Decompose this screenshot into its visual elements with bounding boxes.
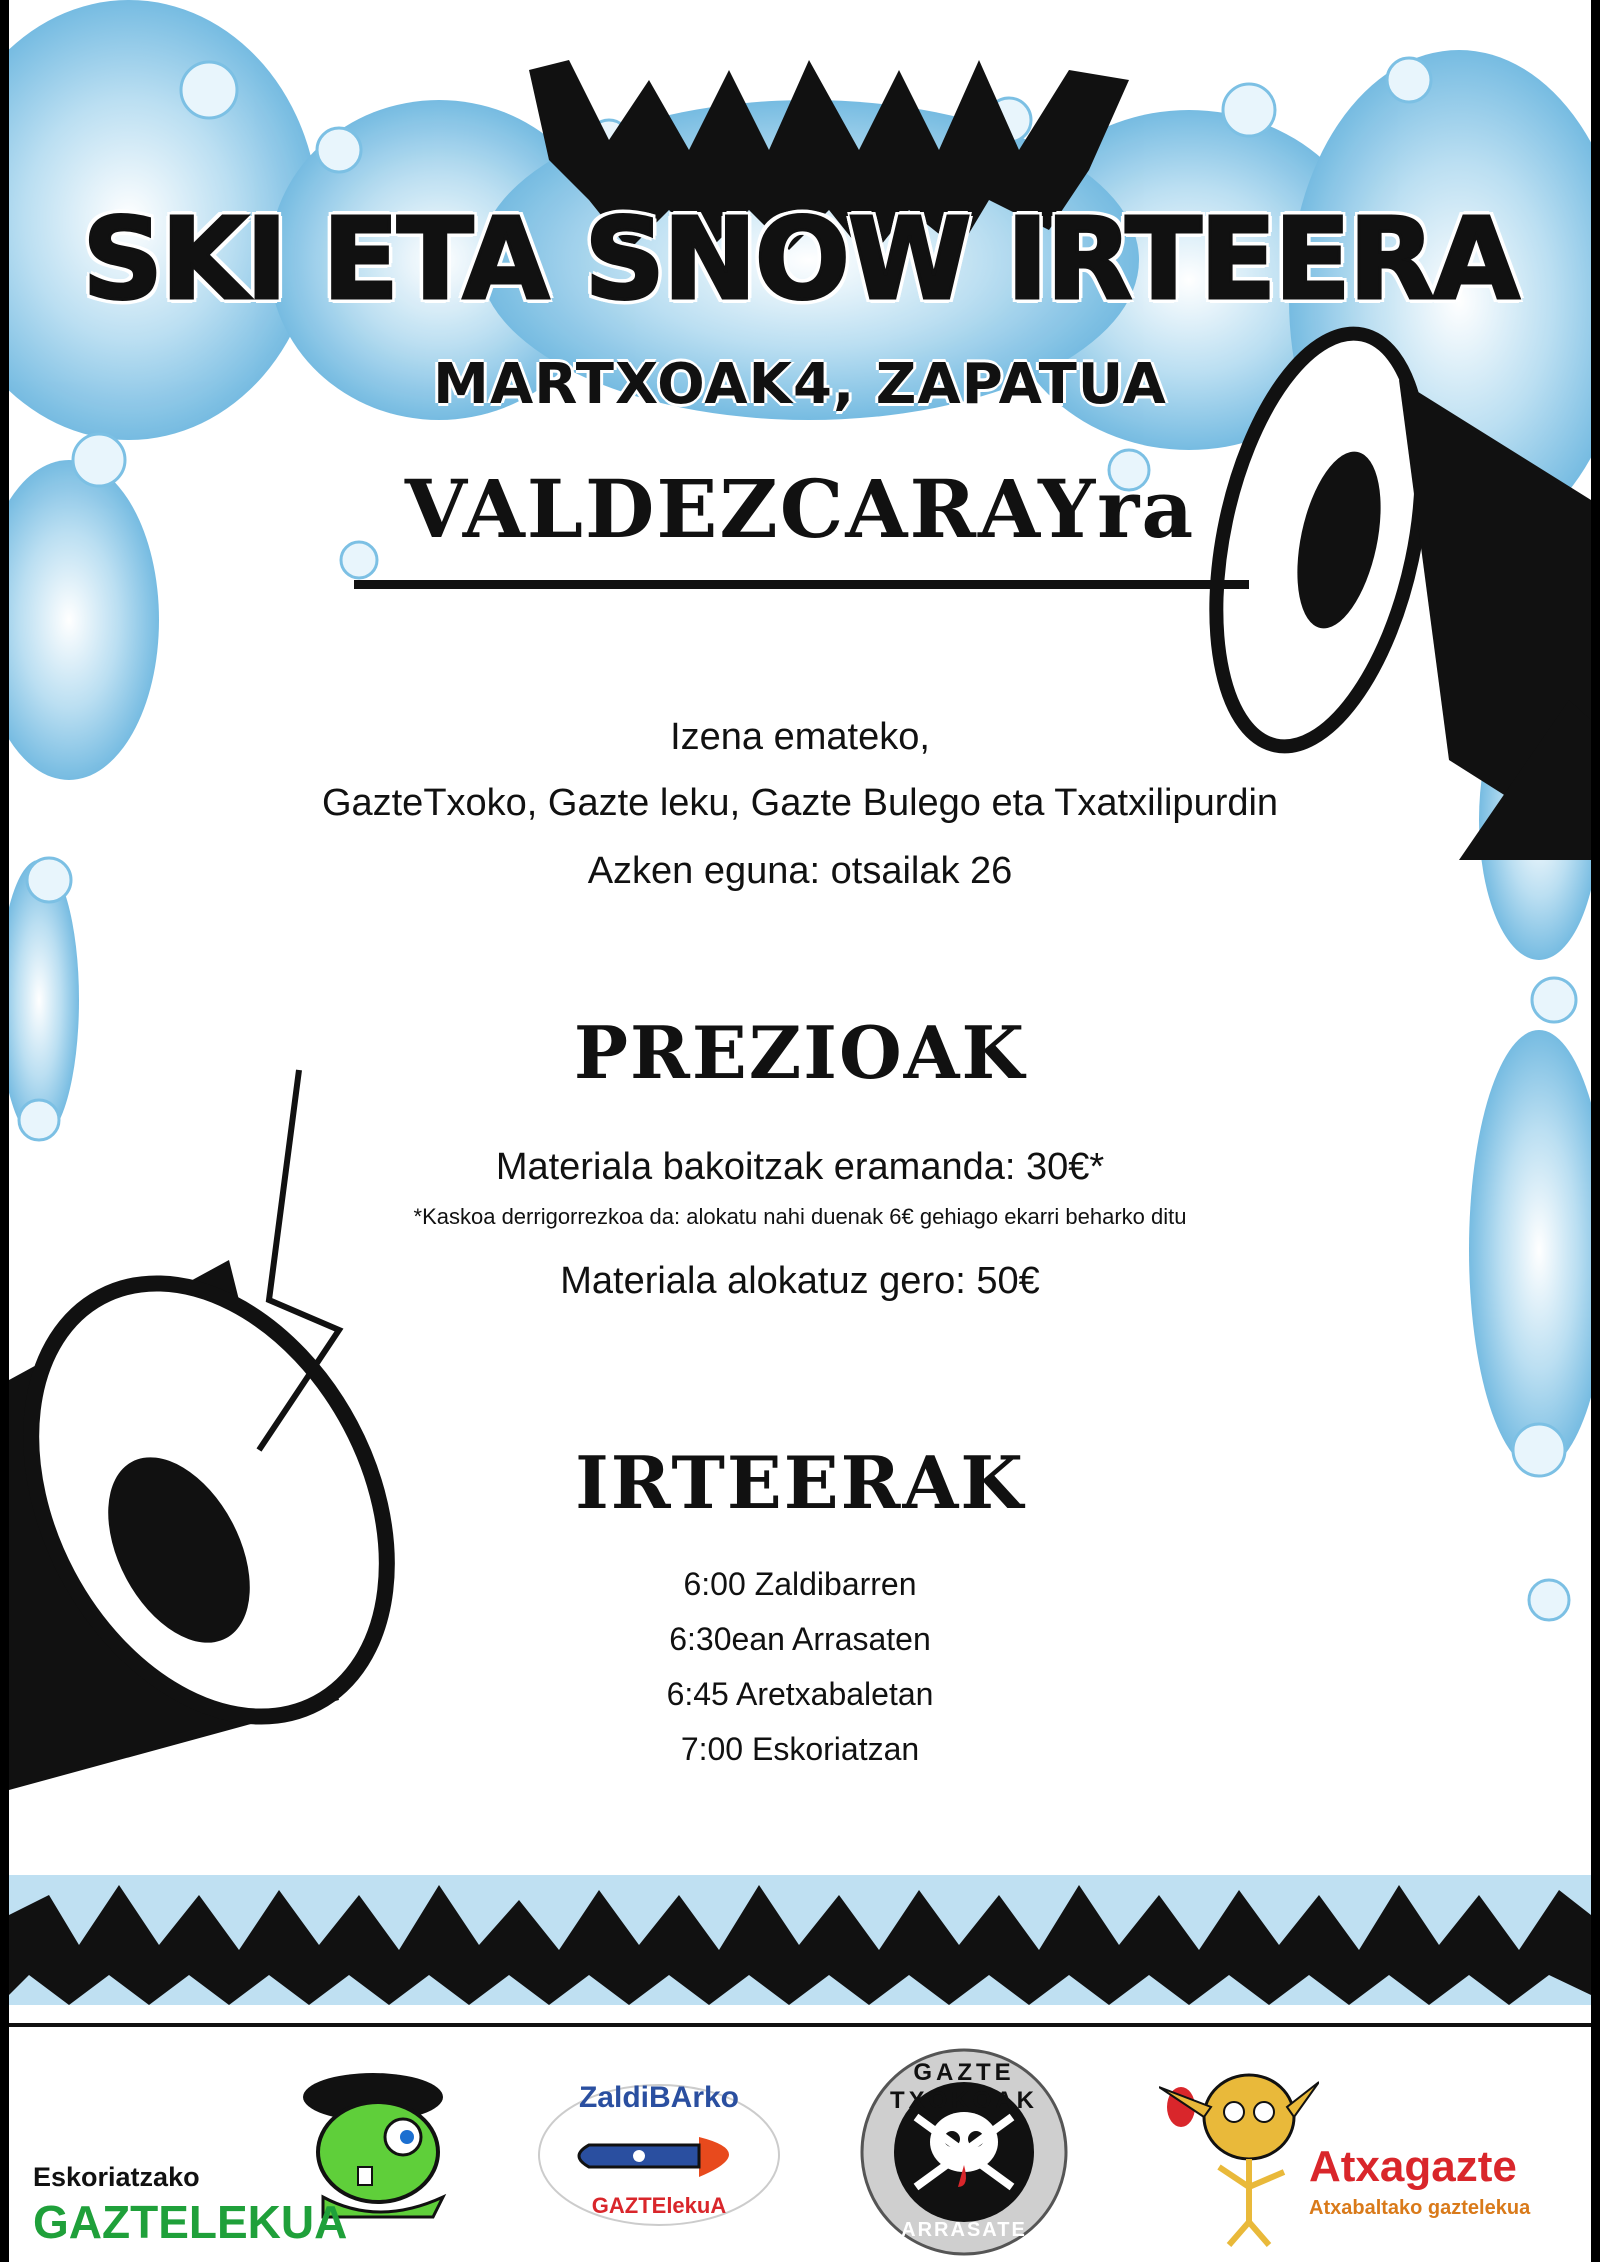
helmet-note: *Kaskoa derrigorrezkoa da: alokatu nahi duenak 6€ gehiago ekarri beharko ditu (413, 1204, 1187, 1229)
event-destination: VALDEZCARAYra (404, 462, 1196, 556)
zaldibar-line-1: ZaldiBArko (578, 2081, 740, 2114)
goblin-mascot-icon (1159, 2047, 1319, 2247)
logo-eskoriatza-gaztelekua (33, 2057, 453, 2247)
price-own-gear: Materiala bakoitzak eramanda: 30€* (495, 1146, 1105, 1188)
event-date: MARTXOAK4, ZAPATUA (433, 352, 1167, 417)
arrasate-line-1: GAZTE TXOKOAK (890, 2059, 1038, 2114)
registration-line-2: GazteTxoko, Gazte leku, Gazte Bulego eta Txatxilipurdin (321, 782, 1279, 824)
departure-time-1: 6:00 Zaldibarren (683, 1566, 917, 1602)
prices-heading: PREZIOAK (573, 1010, 1027, 1095)
event-title: SKI ETA SNOW IRTEERA (82, 195, 1518, 325)
arrasate-line-2: ARRASATE (901, 2219, 1027, 2241)
registration-deadline: Azken eguna: otsailak 26 (587, 850, 1013, 892)
logo-atxagazte (1159, 2047, 1559, 2257)
eskoriatza-line-1: Eskoriatzako (33, 2162, 200, 2192)
zaldibar-line-2: GAZTElekuA (591, 2193, 727, 2218)
crowd-silhouette-decoration (9, 1855, 1591, 2020)
title-divider (354, 580, 1249, 589)
atxa-line-1: Atxagazte (1309, 2142, 1517, 2191)
logo-zaldibar-gaztelekua (529, 2067, 789, 2237)
poster-page (9, 0, 1591, 2262)
atxa-line-2: Atxabaltako gaztelekua (1309, 2197, 1531, 2219)
logo-arrasate-gazte-txokoak (844, 2047, 1084, 2257)
departures-heading: IRTEERAK (575, 1440, 1025, 1525)
departure-time-4: 7:00 Eskoriatzan (680, 1731, 920, 1767)
sponsor-logo-bar (9, 2023, 1591, 2262)
departure-time-3: 6:45 Aretxabaletan (666, 1676, 934, 1712)
price-rented-gear: Materiala alokatuz gero: 50€ (560, 1260, 1040, 1302)
eskoriatza-line-2: GAZTELEKUA (33, 2196, 348, 2248)
departure-time-2: 6:30ean Arrasaten (669, 1621, 931, 1657)
registration-line-1: Izena emateko, (670, 716, 930, 758)
